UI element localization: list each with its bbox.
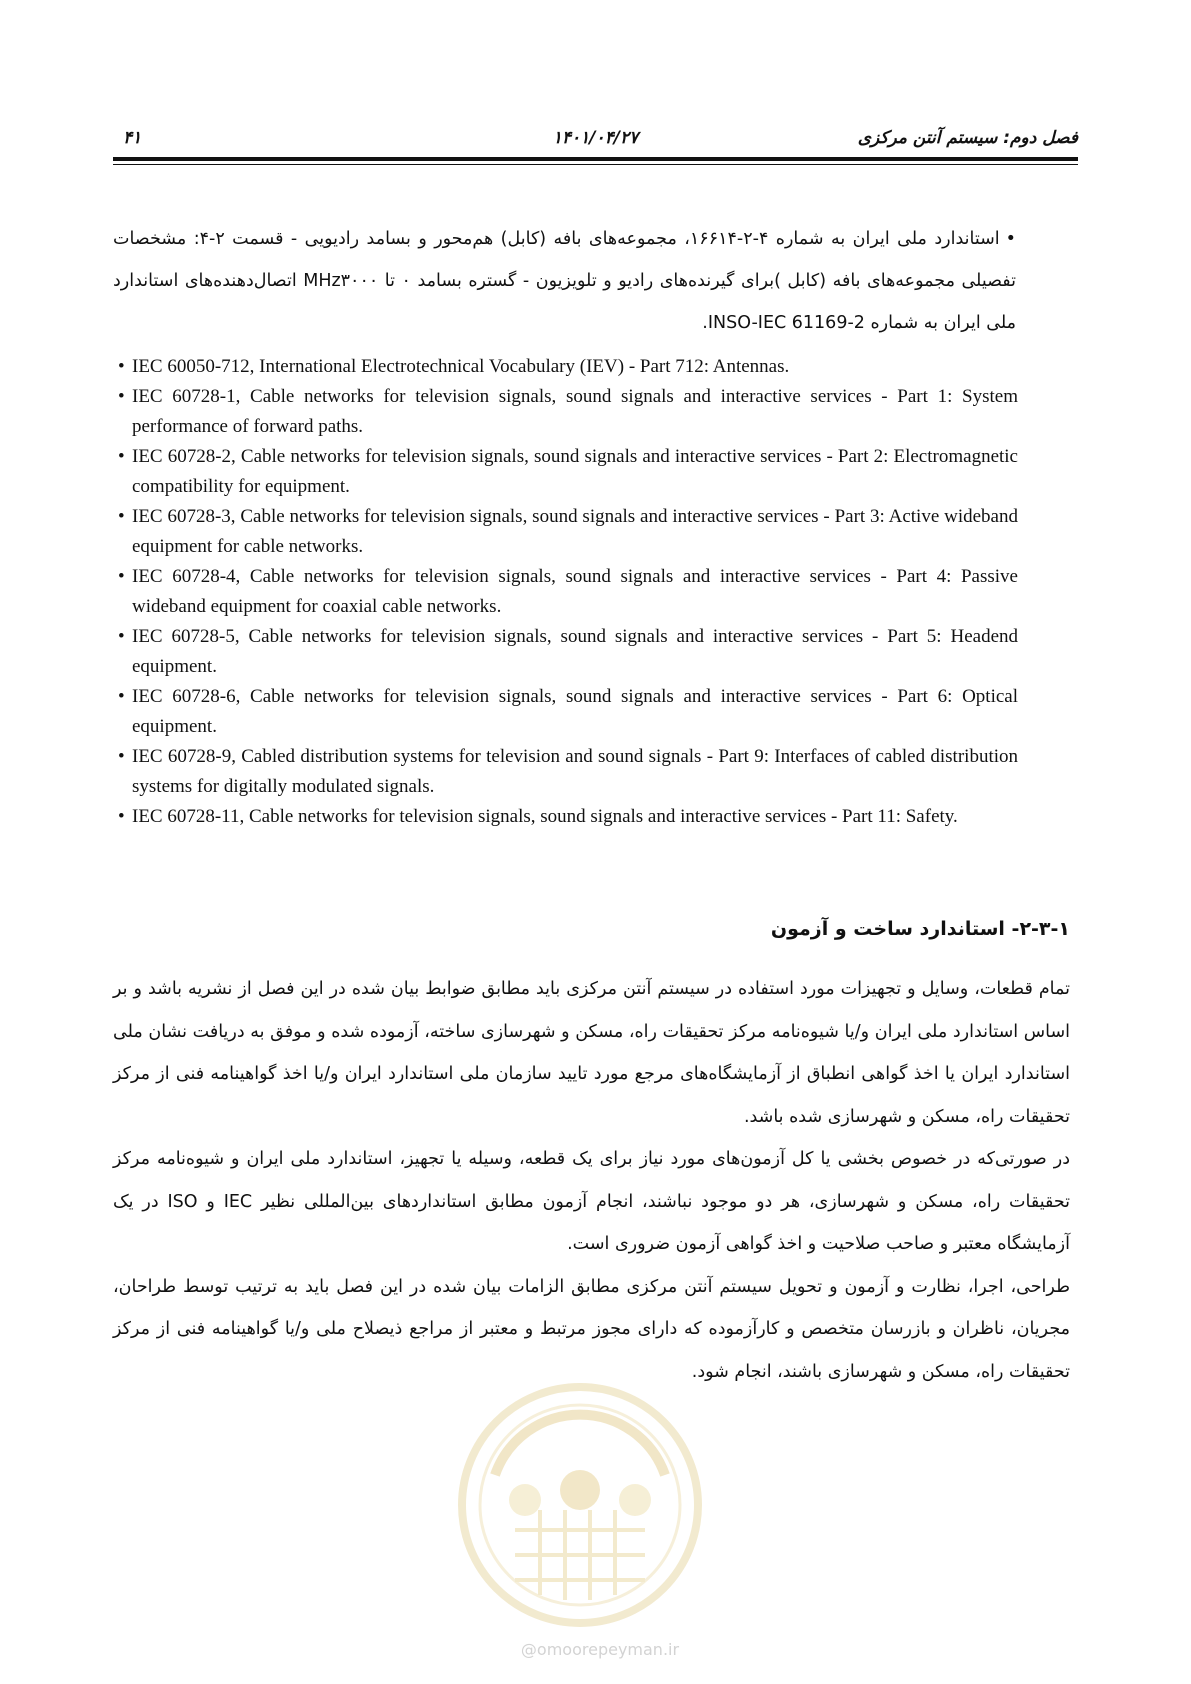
reference-item: • IEC 60728-11, Cable networks for television signals, sound signals and interactive services - Part 11: Safety. [118, 806, 958, 827]
chapter-title: فصل دوم: سیستم آنتن مرکزی [857, 128, 1078, 148]
reference-item: • IEC 60728-5, Cable networks for television signals, sound signals and interactive services - Part 5: Headend equipment. [118, 626, 1018, 677]
section-heading: ۲-۳-۱- استاندارد ساخت و آزمون [770, 918, 1070, 940]
reference-item: • IEC 60728-2, Cable networks for television signals, sound signals and interactive services - Part 2: Electromagnetic compatibility for equipment. [118, 446, 1018, 497]
body-paragraph: طراحی، اجرا، نظارت و آزمون و تحویل سیستم آنتن مرکزی مطابق الزامات بیان شده در این فصل باید به ترتیب توسط طراحان، مجریان، ناظران و بازرسان متخصص و کارآزموده که دارای مجوز مرتبط و معتبر از مراجع ذیصلاح ملی و/یا گواهینامه فنی از مرکز تحقیقات راه، مسکن و شهرسازی باشند، انجام شود. [113, 1276, 1070, 1382]
persian-reference-item [113, 218, 1016, 344]
watermark-seal-icon [455, 1380, 705, 1630]
reference-item: • IEC 60728-4, Cable networks for television signals, sound signals and interactive services - Part 4: Passive wideband equipment for coaxial cable networks. [118, 566, 1018, 617]
reference-list [118, 352, 1018, 832]
reference-item: • IEC 60728-9, Cabled distribution systems for television and sound signals - Part 9: Interfaces of cabled distribution systems for digitally modulated signals. [118, 746, 1018, 797]
reference-item: • IEC 60050-712, International Electrotechnical Vocabulary (IEV) - Part 712: Antennas. [118, 356, 790, 377]
reference-item: • IEC 60728-1, Cable networks for television signals, sound signals and interactive services - Part 1: System performance of forward paths. [118, 386, 1018, 437]
body-paragraph: در صورتی‌که در خصوص بخشی یا کل آزمون‌های مورد نیاز برای یک قطعه، وسیله یا تجهیز، استاندارد ملی ایران و شیوه‌نامه مرکز تحقیقات راه، مسکن و شهرسازی، هر دو موجود نباشند، انجام آزمون مطابق استانداردهای بین‌المللی نظیر IEC و ISO در یک آزمایشگاه معتبر و صاحب صلاحیت و اخذ گواهی آزمون ضروری است. [113, 1149, 1070, 1254]
section-body [113, 968, 1070, 1393]
reference-item: • IEC 60728-3, Cable networks for television signals, sound signals and interactive services - Part 3: Active wideband equipment for cable networks. [118, 506, 1018, 557]
reference-item: • IEC 60728-6, Cable networks for television signals, sound signals and interactive services - Part 6: Optical equipment. [118, 686, 1018, 737]
header-rule-thick [113, 157, 1078, 161]
header-date: ۱۴۰۱/۰۴/۲۷ [552, 128, 639, 148]
persian-reference-text: استاندارد ملی ایران به شماره ۴-۲-۱۶۶۱۴، مجموعه‌های بافه (کابل) هم‌محور و بسامد رادیویی - قسمت ۲-۴: مشخصات تفصیلی مجموعه‌های بافه (کابل )برای گیرنده‌های رادیو و تلویزیون - گستره بسامد ۰ تا MHz۳۰۰۰ اتصال‌دهنده‌های استاندارد ملی ایران به شماره INSO-IEC 61169-2. [113, 229, 1017, 333]
bullet-dot: • [1005, 229, 1016, 249]
watermark-url: @omoorepeyman.ir [520, 1640, 680, 1659]
page-header [113, 120, 1078, 154]
page-number: ۴۱ [123, 128, 142, 148]
body-paragraph: تمام قطعات، وسایل و تجهیزات مورد استفاده در سیستم آنتن مرکزی باید مطابق ضوابط بیان شده در این فصل از نشریه باشد و بر اساس استاندارد ملی ایران و/یا شیوه‌نامه مرکز تحقیقات راه، مسکن و شهرسازی ساخته، آزموده شده و موفق به دریافت نشان ملی استاندارد ایران یا اخذ گواهی انطباق از آزمایشگاه‌های مرجع مورد تایید سازمان ملی استاندارد ایران و/یا اخذ گواهینامه فنی از مرکز تحقیقات راه، مسکن و شهرسازی شده باشد. [113, 979, 1070, 1127]
header-rule-thin [113, 164, 1078, 165]
